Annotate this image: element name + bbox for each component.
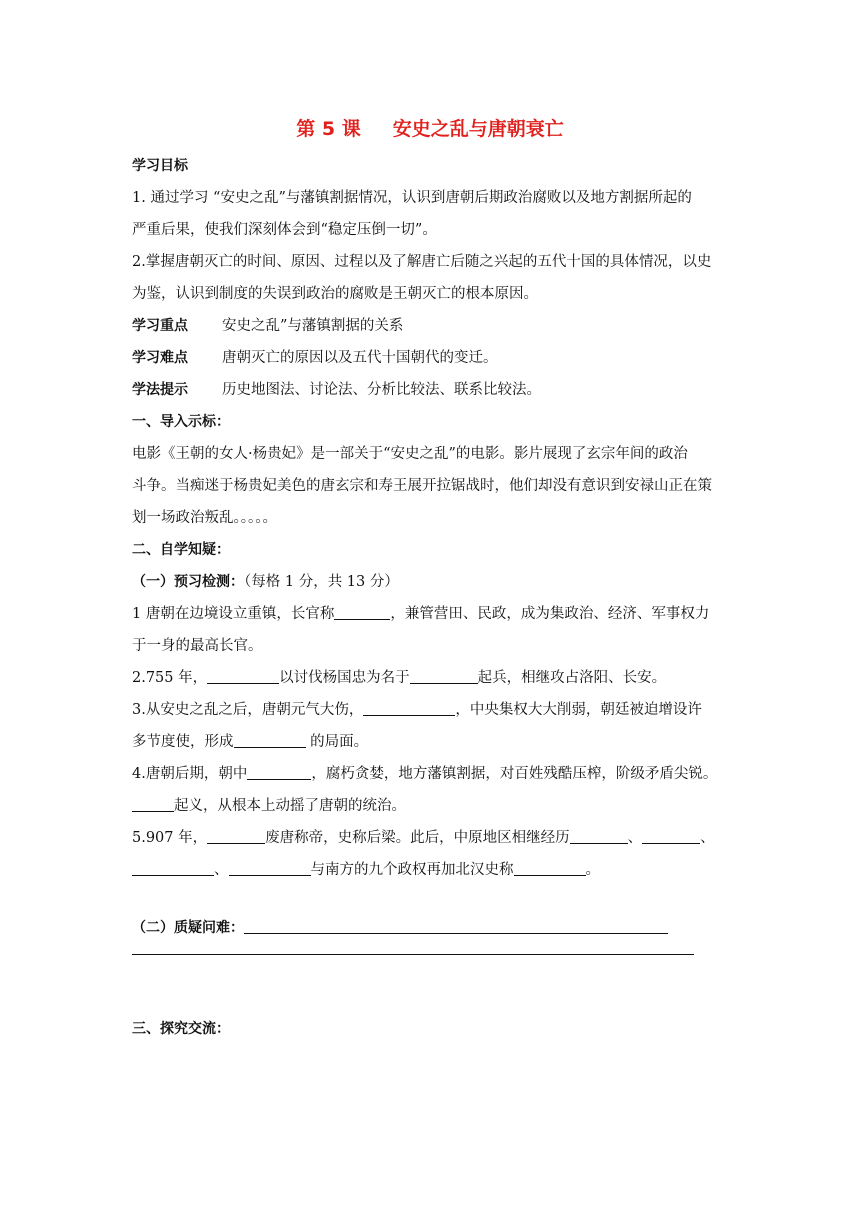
question-text: 起兵，相继攻占洛阳、长安。: [477, 670, 667, 686]
objectives-heading: 学习目标: [132, 158, 188, 174]
question-text: 3.从安史之乱之后，唐朝元气大伤，: [132, 702, 364, 718]
question-5-line-1: [132, 822, 732, 854]
question-text: 1 唐朝在边境设立重镇，长官称: [132, 606, 335, 622]
spacer: [132, 886, 732, 912]
worksheet-content: [132, 150, 732, 1045]
answer-blank[interactable]: [334, 603, 390, 620]
answer-blank[interactable]: [514, 859, 586, 876]
question-text: 、: [627, 830, 643, 846]
questions-answer-line[interactable]: [244, 917, 668, 934]
question-1-line-2: 于一身的最高长官。: [132, 638, 263, 654]
question-text: 、: [214, 862, 229, 878]
answer-blank[interactable]: [234, 731, 306, 748]
question-4-line-2: [132, 790, 732, 822]
answer-blank[interactable]: [207, 827, 265, 844]
answer-blank[interactable]: [363, 699, 455, 716]
question-3-line-1: [132, 694, 732, 726]
answer-blank[interactable]: [229, 859, 311, 876]
question-text: 、: [700, 830, 715, 846]
preview-heading-row: [132, 566, 732, 598]
self-study-heading: 二、自学知疑：: [132, 542, 230, 558]
question-text: 废唐称帝，史称后梁。此后，中原地区相继经历: [265, 830, 570, 846]
question-text: 5.907 年，: [132, 830, 208, 846]
question-text: 多节度使，形成: [132, 734, 234, 750]
question-text: ，兼管营田、民政，成为集政治、经济、军事权力: [390, 606, 710, 622]
explore-heading: 三、探究交流：: [132, 1021, 230, 1037]
lesson-name: 安史之乱与唐朝衰亡: [392, 118, 564, 140]
objective-2-line-1: 2.掌握唐朝灭亡的时间、原因、过程以及了解唐亡后随之兴起的五代十国的具体情况，以史: [132, 254, 712, 270]
question-3-line-2: [132, 726, 732, 758]
intro-line-3: 划一场政治叛乱。。。。。: [132, 510, 277, 526]
question-text: 以讨伐杨国忠为名于: [279, 670, 410, 686]
question-text: 起义，从根本上动摇了唐朝的统治。: [174, 798, 406, 814]
question-text: ，中央集权大大削弱，朝廷被迫增设许: [455, 702, 702, 718]
question-text: 与南方的九个政权再加北汉史称: [310, 862, 514, 878]
answer-blank[interactable]: [132, 795, 174, 812]
question-2: [132, 662, 732, 694]
preview-heading: （一）预习检测：: [132, 574, 244, 590]
difficulty-value: 唐朝灭亡的原因以及五代十国朝代的变迁。: [222, 350, 498, 366]
spacer: [132, 955, 732, 993]
question-text: 4.唐朝后期，朝中: [132, 766, 248, 782]
question-text: 的局面。: [305, 734, 369, 750]
answer-blank[interactable]: [570, 827, 628, 844]
difficulty-row: [132, 342, 732, 374]
intro-heading: 一、导入示标：: [132, 414, 230, 430]
method-label: 学法提示: [132, 382, 188, 398]
answer-blank[interactable]: [207, 667, 279, 684]
focus-value: 安史之乱”与藩镇割据的关系: [222, 318, 404, 334]
question-1-line-1: [132, 598, 732, 630]
question-4-line-1: [132, 758, 732, 790]
objective-1-line-2: 严重后果，使我们深刻体会到“稳定压倒一切”。: [132, 222, 437, 238]
answer-blank[interactable]: [410, 667, 478, 684]
intro-line-1: 电影《王朝的女人·杨贵妃》是一部关于“安史之乱”的电影。影片展现了玄宗年间的政治: [132, 446, 688, 462]
objective-1-line-1: 1. 通过学习 “安史之乱”与藩镇割据情况，认识到唐朝后期政治腐败以及地方割据所起的: [132, 190, 692, 206]
intro-line-2: 斗争。当痴迷于杨贵妃美色的唐玄宗和寿王展开拉锯战时，他们却没有意识到安禄山正在策: [132, 478, 712, 494]
answer-blank[interactable]: [642, 827, 700, 844]
difficulty-label: 学习难点: [132, 350, 188, 366]
lesson-number: 第 5 课: [296, 118, 361, 140]
question-5-line-2: [132, 854, 732, 886]
question-text: 。: [585, 862, 600, 878]
focus-label: 学习重点: [132, 318, 188, 334]
method-value: 历史地图法、讨论法、分析比较法、联系比较法。: [222, 382, 541, 398]
lesson-title: [0, 114, 860, 141]
objective-2-line-2: 为鉴，认识到制度的失误到政治的腐败是王朝灭亡的根本原因。: [132, 286, 538, 302]
answer-blank[interactable]: [247, 763, 311, 780]
focus-row: [132, 310, 732, 342]
questions-row: [132, 912, 732, 944]
preview-note: （每格 1 分，共 13 分）: [244, 574, 399, 590]
questions-heading: （二）质疑问难：: [132, 920, 244, 936]
answer-blank[interactable]: [132, 859, 214, 876]
question-text: ，腐朽贪婪，地方藩镇割据，对百姓残酷压榨，阶级矛盾尖锐。: [311, 766, 718, 782]
method-row: [132, 374, 732, 406]
question-text: 2.755 年，: [132, 670, 208, 686]
